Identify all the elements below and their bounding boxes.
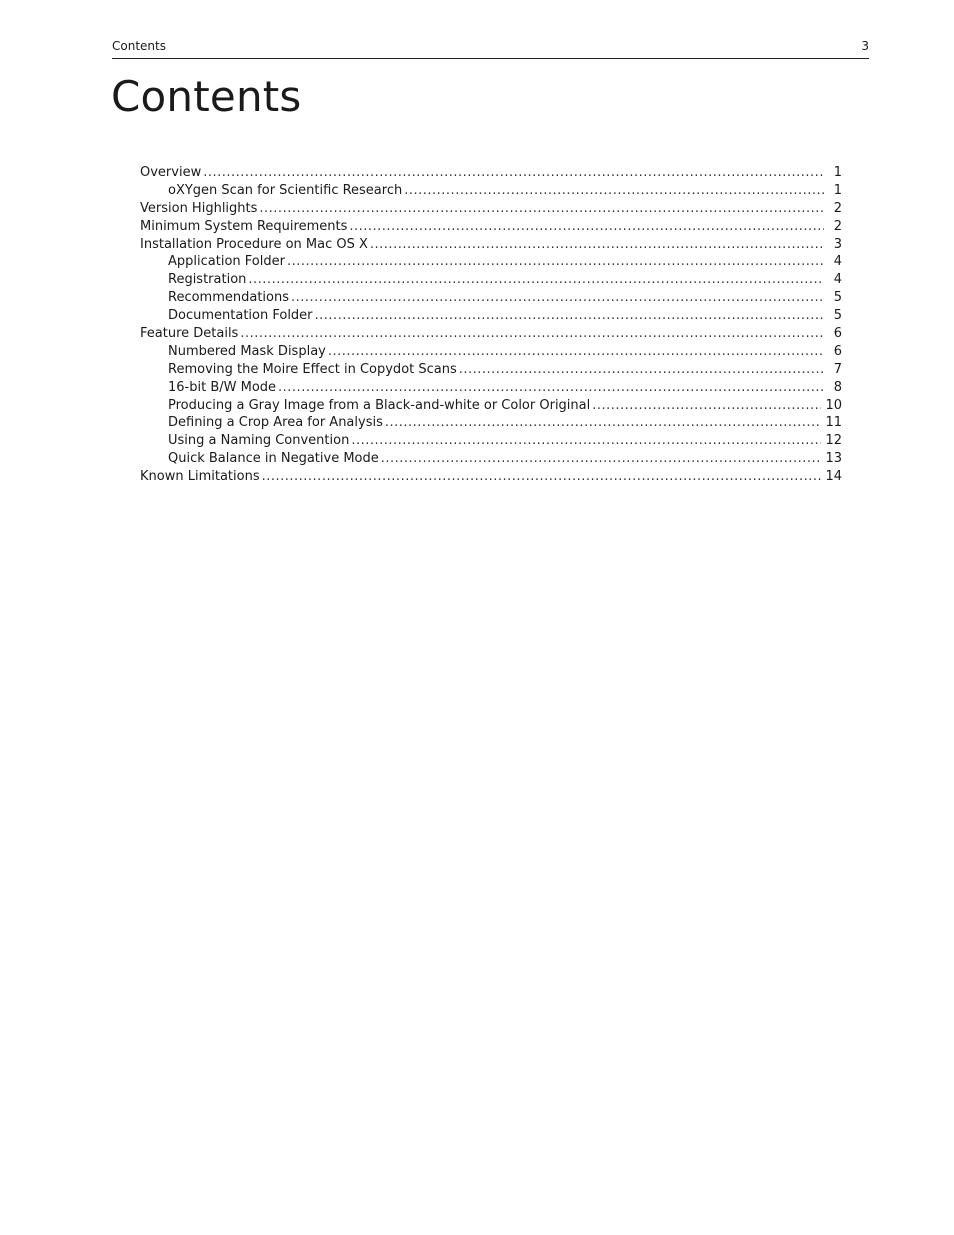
toc-dot-leader: [240, 325, 824, 343]
toc-entry-page-number: 10: [825, 397, 842, 413]
toc-dot-leader: [351, 432, 821, 450]
toc-entry-page-number: 2: [833, 218, 842, 234]
toc-entry-page-number: 1: [833, 182, 842, 198]
running-header-page-number: 3: [861, 39, 869, 53]
toc-entry-title: Minimum System Requirements: [140, 218, 348, 234]
toc-entry[interactable]: [140, 468, 842, 486]
page-title: Contents: [111, 72, 302, 121]
toc-entry-title: oXYgen Scan for Scientific Research: [168, 182, 403, 198]
toc-dot-leader: [315, 307, 824, 325]
toc-entry[interactable]: [140, 379, 842, 397]
toc-entry-page-number: 3: [833, 236, 842, 252]
toc-entry-page-number: 1: [833, 165, 842, 180]
toc-entry-title: Application Folder: [168, 254, 285, 270]
toc-entry[interactable]: [140, 361, 842, 379]
toc-entry[interactable]: [140, 271, 842, 289]
toc-entry-title: Version Highlights: [140, 200, 258, 216]
toc-dot-leader: [385, 414, 822, 432]
toc-entry-title: Installation Procedure on Mac OS X: [140, 236, 368, 252]
toc-entry-title: Overview: [140, 165, 202, 180]
toc-dot-leader: [328, 343, 824, 361]
toc-entry[interactable]: [140, 182, 842, 200]
toc-entry-title: 16-bit B/W Mode: [168, 379, 277, 395]
toc-entry[interactable]: [140, 432, 842, 450]
toc-dot-leader: [259, 200, 824, 218]
toc-entry-title: Documentation Folder: [168, 308, 313, 324]
toc-entry-title: Producing a Gray Image from a Black-and-white or Color Original: [168, 397, 591, 413]
toc-entry[interactable]: [140, 164, 842, 182]
toc-entry-title: Known Limitations: [140, 469, 260, 485]
toc-dot-leader: [262, 468, 822, 486]
toc-dot-leader: [287, 253, 824, 271]
toc-entry[interactable]: [140, 253, 842, 271]
toc-entry-title: Recommendations: [168, 290, 290, 306]
toc-dot-leader: [203, 164, 824, 182]
toc-entry-page-number: 6: [833, 326, 842, 342]
toc-entry[interactable]: [140, 397, 842, 415]
toc-entry-page-number: 5: [833, 290, 842, 306]
toc-entry-page-number: 4: [833, 254, 842, 270]
toc-entry-page-number: 11: [825, 415, 842, 431]
toc-dot-leader: [370, 236, 824, 254]
toc-entry-title: Defining a Crop Area for Analysis: [168, 415, 383, 431]
toc-dot-leader: [404, 182, 824, 200]
running-header-section: Contents: [112, 39, 166, 53]
toc-entry[interactable]: [140, 200, 842, 218]
toc-entry-page-number: 4: [833, 272, 842, 288]
toc-entry-title: Quick Balance in Negative Mode: [168, 451, 379, 467]
toc-dot-leader: [291, 289, 824, 307]
toc-dot-leader: [592, 397, 821, 415]
toc-dot-leader: [381, 450, 822, 468]
toc-entry-page-number: 14: [825, 469, 842, 485]
toc-dot-leader: [278, 379, 824, 397]
toc-entry-page-number: 2: [833, 200, 842, 216]
toc-entry[interactable]: [140, 236, 842, 254]
toc-entry[interactable]: [140, 325, 842, 343]
toc-entry-page-number: 12: [825, 433, 842, 449]
toc-entry[interactable]: [140, 343, 842, 361]
page-header: [112, 37, 869, 59]
toc-entry-page-number: 5: [833, 308, 842, 324]
toc-entry[interactable]: [140, 450, 842, 468]
toc-dot-leader: [349, 218, 824, 236]
toc-entry[interactable]: [140, 307, 842, 325]
toc-entry-page-number: 13: [825, 451, 842, 467]
table-of-contents: [140, 164, 842, 486]
toc-entry-page-number: 6: [833, 343, 842, 359]
toc-entry-page-number: 8: [833, 379, 842, 395]
toc-entry[interactable]: [140, 414, 842, 432]
toc-dot-leader: [248, 271, 824, 289]
toc-entry-title: Feature Details: [140, 326, 239, 342]
toc-entry[interactable]: [140, 289, 842, 307]
toc-entry[interactable]: [140, 218, 842, 236]
toc-entry-title: Numbered Mask Display: [168, 343, 326, 359]
toc-entry-page-number: 7: [833, 361, 842, 377]
toc-entry-title: Registration: [168, 272, 247, 288]
toc-dot-leader: [459, 361, 824, 379]
toc-entry-title: Removing the Moire Effect in Copydot Scans: [168, 361, 457, 377]
toc-entry-title: Using a Naming Convention: [168, 433, 350, 449]
